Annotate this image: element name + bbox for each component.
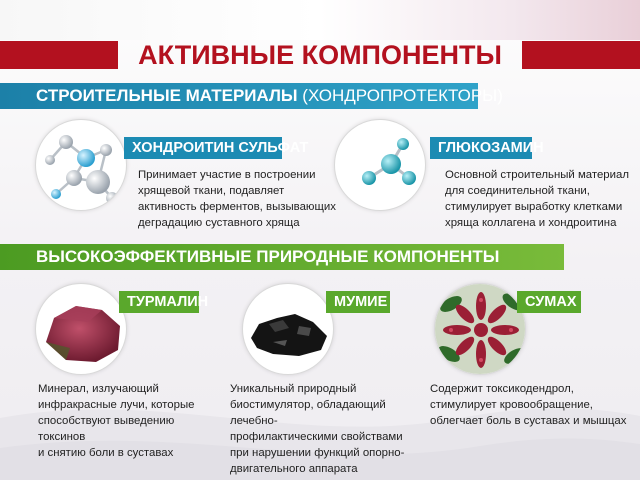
label-tourmaline: ТУРМАЛИН: [119, 291, 199, 313]
desc-line: хряща коллагена и хондроитина: [445, 217, 617, 229]
section-natural-components: ВЫСОКОЭФФЕКТИВНЫЕ ПРИРОДНЫЕ КОМПОНЕНТЫ: [0, 244, 564, 270]
desc-line: Принимает участие в построении: [138, 169, 316, 181]
desc-line: стимулирует кровообращение,: [430, 399, 593, 411]
desc-line: для соединительной ткани,: [445, 185, 590, 197]
desc-line: Минерал, излучающий: [38, 383, 159, 395]
desc-line: облегчает боль в суставах и мышцах: [430, 415, 627, 427]
desc-line: хрящевой ткани, подавляет: [138, 185, 285, 197]
desc-glucosamine: [445, 167, 635, 231]
desc-line: Основной строительный материал: [445, 169, 629, 181]
tourmaline-stone-image: [35, 283, 127, 375]
desc-line: при нарушении функций опорно-: [230, 447, 405, 459]
label-sumac: СУМАХ: [517, 291, 581, 313]
desc-line: активность ферментов, вызывающих: [138, 201, 336, 213]
molecule-icon: [334, 119, 426, 211]
title-bar-right: [522, 41, 640, 69]
sumac-plant-image: [434, 283, 526, 375]
desc-line: способствуют выведению токсинов: [38, 415, 175, 443]
desc-line: и снятию боли в суставах: [38, 447, 174, 459]
desc-mumie: [230, 381, 430, 477]
desc-line: стимулирует выработку клетками: [445, 201, 623, 213]
desc-tourmaline: [38, 381, 218, 461]
section-title-light: (ХОНДРОПРОТЕКТОРЫ): [297, 86, 503, 105]
molecule-network-icon: [35, 119, 127, 211]
label-mumie: МУМИЕ: [326, 291, 390, 313]
label-glucosamine: ГЛЮКОЗАМИН: [430, 137, 532, 159]
desc-sumac: [430, 381, 635, 429]
label-chondroitin: ХОНДРОИТИН СУЛЬФАТ: [124, 137, 282, 159]
mumie-resin-image: [242, 283, 334, 375]
desc-line: инфракрасные лучи, которые: [38, 399, 195, 411]
desc-line: деградацию суставного хряща: [138, 217, 300, 229]
title-bar-left: [0, 41, 118, 69]
section-building-materials: [0, 83, 503, 109]
desc-line: двигательного аппарата: [230, 463, 358, 475]
desc-chondroitin: [138, 167, 338, 231]
desc-line: профилактическими свойствами: [230, 431, 403, 443]
desc-line: Уникальный природный: [230, 383, 357, 395]
section-title-bold: СТРОИТЕЛЬНЫЕ МАТЕРИАЛЫ: [36, 86, 298, 105]
top-decorative-band: [0, 0, 640, 40]
desc-line: биостимулятор, обладающий лечебно-: [230, 399, 386, 427]
page-title: АКТИВНЫЕ КОМПОНЕНТЫ: [138, 40, 502, 70]
desc-line: Содержит токсикодендрол,: [430, 383, 574, 395]
